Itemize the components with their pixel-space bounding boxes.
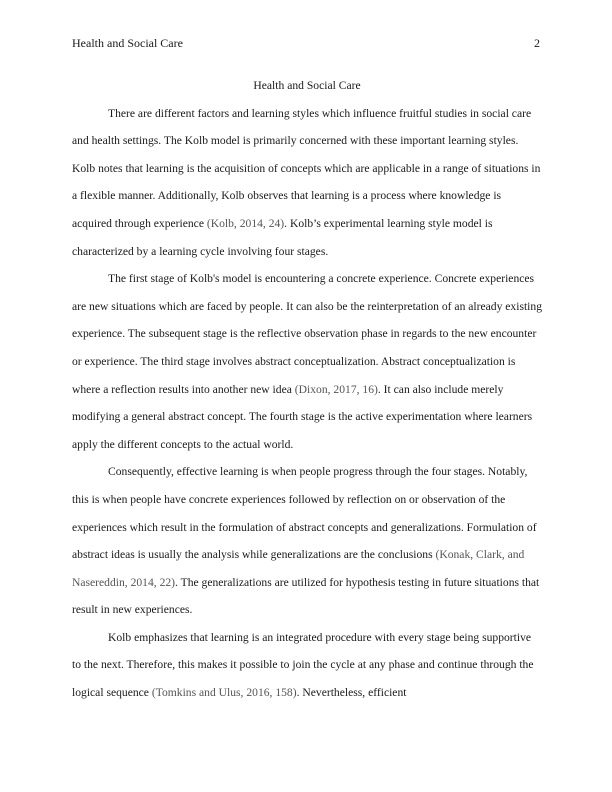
citation: (Kolb, 2014, 24) [206,216,285,230]
paragraph-text: . Kolb’s experimental learning style model is characterized by a learning cycle involving four stages. [72,216,493,258]
citation: (Konak, Clark, and Nasereddin, 2014, 22) [72,548,525,589]
page-header [72,34,540,52]
running-head: Health and Social Care [72,36,183,50]
page-number: 2 [534,36,540,50]
paragraph-text: Consequently, effective learning is when people progress through the four stages. Notably, this is when people have concrete experiences followed by reflection on or observation of the experiences which result in the formulation of abstract concepts and generalizations. Formulation of abstract ideas is usually the analysis while generalizations are the conclusions [72,465,537,562]
paragraph-2 [72,265,542,458]
paragraph-text: . It can also include merely modifying a general abstract concept. The fourth stage is the active experimentation where learners apply the different concepts to the actual world. [72,382,533,451]
document-title: Health and Social Care [253,79,361,92]
paragraph-text: There are different factors and learning styles which influence fruitful studies in social care and health settings. The Kolb model is primarily concerned with these important learning styles. Kolb notes that learning is the acquisition of concepts which are applicable in a range of situations in a flexible manner. Additionally, Kolb observes that learning is a process where knowledge is acquired through experience [72,106,541,230]
paragraph-3 [72,458,542,624]
paragraph-text: The first stage of Kolb's model is encountering a concrete experience. Concrete experiences are new situations which are faced by people. It can also be the reinterpretation of an already existing experience. The subsequent stage is the reflective observation phase in regards to the new encounter or experience. The third stage involves abstract conceptualization. Abstract conceptualization is where a reflection results into another new idea [72,272,542,396]
paragraph-4 [72,624,542,707]
paragraph-text: . Nevertheless, efficient [296,686,407,700]
citation: (Dixon, 2017, 16) [294,382,378,396]
paragraph-1 [72,100,542,266]
citation: (Tomkins and Ulus, 2016, 158) [151,686,297,700]
document-body [72,72,542,707]
paragraph-text: Kolb emphasizes that learning is an integrated procedure with every stage being supportive to the next. Therefore, this makes it possible to join the cycle at any phase and continue through the logical sequence [72,630,534,700]
paragraph-text: . The generalizations are utilized for hypothesis testing in future situations that result in new experiences. [72,575,540,617]
